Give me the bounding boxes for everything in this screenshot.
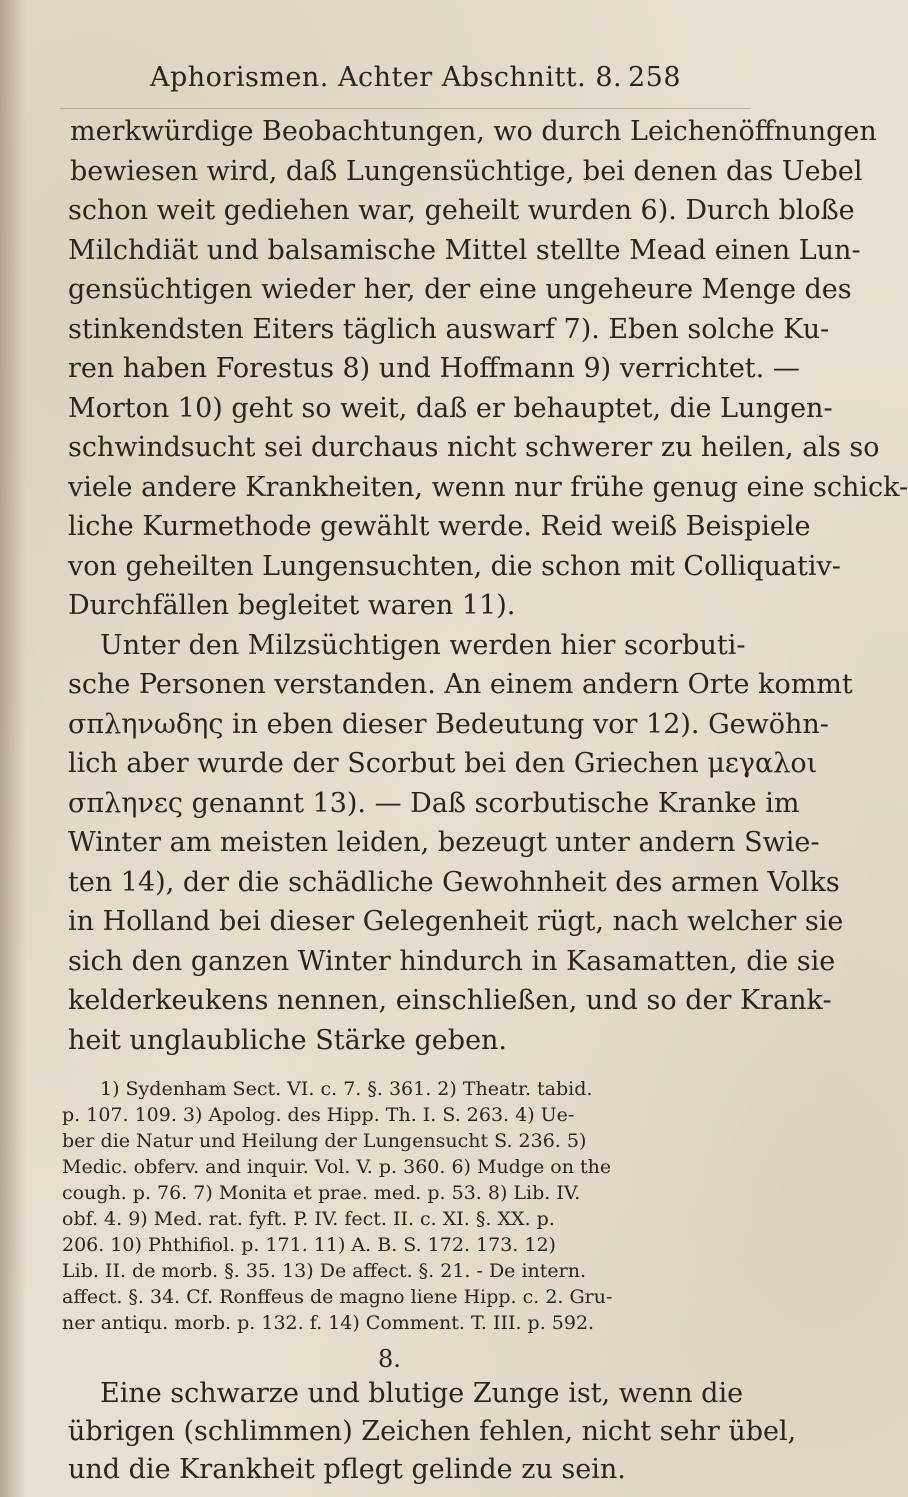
text-line: schwindsucht sei durchaus nicht schwerer zu heilen, als so: [68, 432, 880, 463]
section-text-line: übrigen (schlimmen) Zeichen fehlen, nicht sehr übel,: [68, 1416, 797, 1447]
text-line: bewiesen wird, daß Lungensüchtige, bei denen das Uebel: [70, 155, 863, 187]
section-text-line: Eine schwarze und blutige Zunge ist, wenn die: [100, 1378, 744, 1409]
text-line: merkwürdige Beobachtungen, wo durch Leichenöffnungen: [70, 116, 877, 147]
page-number: 258: [628, 62, 682, 93]
text-line: ren haben Forestus 8) und Hoffmann 9) verrichtet. —: [68, 353, 800, 384]
section-text-line: und die Krankheit pflegt gelinde zu sein.: [68, 1454, 626, 1485]
text-line: Durchfällen begleitet waren 11).: [68, 590, 516, 621]
text-line: lich aber wurde der Scorbut bei den Griechen μεγαλοι: [68, 748, 818, 779]
running-header: [150, 62, 710, 102]
footnote-line: affect. §. 34. Cf. Ronffeus de magno liene Hipp. c. 2. Gru-: [62, 1286, 613, 1308]
footnote-line: 1) Sydenham Sect. VI. c. 7. §. 361. 2) Theatr. tabid.: [100, 1078, 593, 1100]
text-line: Morton 10) geht so weit, daß er behauptet, die Lungen-: [68, 392, 833, 424]
footnote-line: p. 107. 109. 3) Apolog. des Hipp. Th. I. S. 263. 4) Ue-: [62, 1104, 575, 1126]
text-line: schon weit gediehen war, geheilt wurden 6). Durch bloße: [68, 195, 855, 226]
footnote-line: ber die Natur und Heilung der Lungensucht S. 236. 5): [62, 1130, 587, 1152]
text-line: stinkendsten Eiters täglich auswarf 7). Eben solche Ku-: [68, 313, 830, 345]
text-line: ten 14), der die schädliche Gewohnheit des armen Volks: [68, 866, 840, 898]
footnote-line: 206. 10) Phthifiol. p. 171. 11) A. B. S. 172. 173. 12): [62, 1234, 556, 1256]
running-title: Aphorismen. Achter Abschnitt. 8.: [150, 62, 623, 93]
section-number: 8.: [378, 1345, 401, 1373]
footnote-line: Lib. II. de morb. §. 35. 13) De affect. §. 21. - De intern.: [62, 1260, 587, 1282]
text-line: liche Kurmethode gewählt werde. Reid weiß Beispiele: [68, 511, 811, 542]
header-divider: [60, 108, 750, 109]
page-edge-shadow: [0, 0, 26, 1497]
text-line: gensüchtigen wieder her, der eine ungeheure Menge des: [68, 274, 852, 305]
text-line: σπληνωδης in eben dieser Bedeutung vor 12). Gewöhn-: [68, 708, 829, 740]
text-line: Milchdiät und balsamische Mittel stellte Mead einen Lun-: [68, 234, 861, 266]
text-line: sche Personen verstanden. An einem andern Orte kommt: [68, 669, 853, 700]
text-line: von geheilten Lungensuchten, die schon mit Colliquativ-: [68, 550, 841, 582]
footnote-line: ner antiqu. morb. p. 132. f. 14) Comment. T. III. p. 592.: [62, 1312, 595, 1334]
text-line: Winter am meisten leiden, bezeugt unter andern Swie-: [68, 827, 820, 858]
footnote-line: cough. p. 76. 7) Monita et prae. med. p. 53. 8) Lib. IV.: [62, 1182, 581, 1204]
footnote-line: obf. 4. 9) Med. rat. fyft. P. IV. fect. II. c. XI. §. XX. p.: [62, 1208, 555, 1230]
text-line: in Holland bei dieser Gelegenheit rügt, nach welcher sie: [68, 906, 844, 937]
text-line: heit unglaubliche Stärke geben.: [68, 1024, 508, 1056]
text-line: kelderkeukens nennen, einschließen, und so der Krank-: [68, 985, 832, 1016]
text-line: Unter den Milzsüchtigen werden hier scorbuti-: [100, 629, 746, 661]
footnote-line: Medic. obferv. and inquir. Vol. V. p. 360. 6) Mudge on the: [62, 1156, 612, 1178]
text-line: σπληνες genannt 13). — Daß scorbutische Kranke im: [68, 787, 800, 819]
text-line: viele andere Krankheiten, wenn nur frühe genug eine schick-: [68, 471, 908, 503]
text-line: sich den ganzen Winter hindurch in Kasamatten, die sie: [68, 945, 836, 977]
